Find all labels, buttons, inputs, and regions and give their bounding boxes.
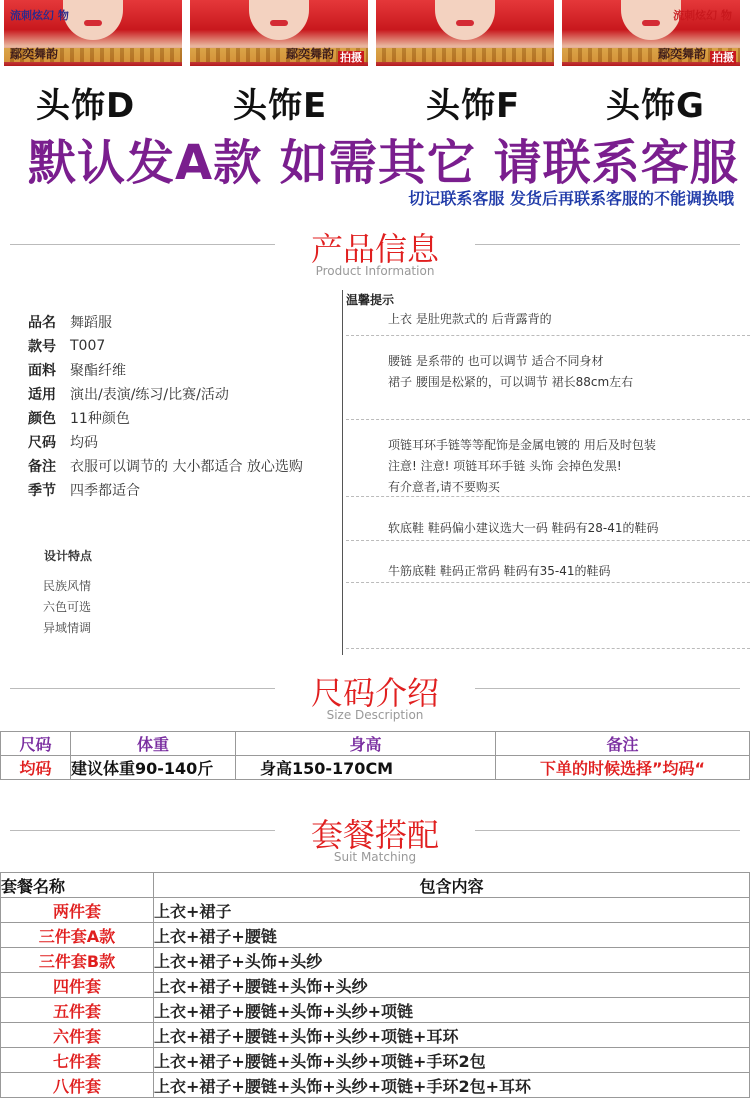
tip-line: 软底鞋 鞋码偏小建议选大一码 鞋码有28-41的鞋码: [388, 521, 659, 535]
tip-line: 腰链 是系带的 也可以调节 适合不同身材: [388, 354, 604, 368]
suit-name: 三件套A款: [1, 923, 154, 948]
info-row-season: [28, 478, 348, 502]
header-cell: 尺码: [1, 732, 71, 756]
design-features-title: 设计特点: [44, 549, 93, 563]
suit-name: 六件套: [1, 1023, 154, 1048]
tip-line: 上衣 是肚兜款式的 后背露背的: [388, 312, 552, 326]
watermark-bottom: 鄢奕舞韵: [10, 47, 59, 61]
product-info-list: [28, 310, 348, 502]
info-key: 备注: [28, 459, 56, 475]
watermark-bottom: 鄢奕舞韵: [657, 47, 706, 61]
info-row-remark: [28, 454, 348, 478]
dashed-divider: [346, 419, 750, 420]
tip-line: 有介意者,请不要购买: [388, 480, 500, 494]
height-cell: 身高150-170CM: [236, 756, 496, 780]
header-cell: 备注: [496, 732, 750, 756]
info-key: 品名: [28, 315, 56, 331]
contact-service-notice: 切记联系客服 发货后再联系客服的不能调换哦: [408, 189, 734, 208]
section-title: 尺码介绍: [310, 674, 439, 712]
tip-line: 牛筋底鞋 鞋码正常码 鞋码有35-41的鞋码: [388, 564, 611, 578]
headwear-label-e: 头饰E: [233, 86, 328, 126]
suit-content: 上衣+裙子: [154, 898, 750, 923]
info-key: 颜色: [28, 411, 56, 427]
section-subtitle: Suit Matching: [333, 850, 417, 864]
product-photo-1: [4, 0, 182, 66]
design-feature: 异域情调: [43, 621, 92, 635]
tip-line: 项链耳环手链等等配饰是金属电镀的 用后及时包装: [388, 438, 656, 452]
info-row-usage: [28, 382, 348, 406]
table-row: [1, 948, 750, 973]
tip-line: 裙子 腰围是松紧的，可以调节 裙长88cm左右: [388, 375, 634, 389]
suit-name: 七件套: [1, 1048, 154, 1073]
default-style-notice: 默认发A款 如需其它 请联系客服: [28, 135, 739, 191]
dashed-divider: [346, 496, 750, 497]
table-row: [1, 756, 750, 780]
suit-section-header: [0, 816, 750, 876]
info-value: 演出/表演/练习/比赛/活动: [70, 387, 229, 403]
table-header-row: [1, 732, 750, 756]
watermark-bottom: 鄢奕舞韵: [285, 47, 334, 61]
section-title: 产品信息: [310, 230, 439, 268]
product-info-header: [0, 230, 750, 290]
size-section-header: [0, 674, 750, 734]
suit-content: 上衣+裙子+腰链+头饰+头纱+项链+耳环: [154, 1023, 750, 1048]
table-row: [1, 898, 750, 923]
header-cell: 包含内容: [154, 873, 750, 898]
suit-name: 五件套: [1, 998, 154, 1023]
headwear-label-d: 头饰D: [36, 86, 136, 126]
section-title: 套餐搭配: [310, 816, 439, 854]
product-photo-4: [562, 0, 740, 66]
info-key: 面料: [28, 363, 56, 379]
dashed-divider: [346, 335, 750, 336]
suit-name: 三件套B款: [1, 948, 154, 973]
info-value: T007: [70, 338, 106, 354]
watermark-top: 流刺炫幻 物: [673, 9, 732, 22]
model-lips: [642, 20, 660, 26]
design-feature: 六色可选: [43, 600, 92, 614]
info-row-fabric: [28, 358, 348, 382]
suit-content: 上衣+裙子+腰链+头饰+头纱: [154, 973, 750, 998]
model-lips: [84, 20, 102, 26]
suit-name: 八件套: [1, 1073, 154, 1098]
info-value: 聚酯纤维: [70, 363, 126, 379]
suit-content: 上衣+裙子+腰链+头饰+头纱+项链+手环2包+耳环: [154, 1073, 750, 1098]
table-row: [1, 998, 750, 1023]
info-value: 舞蹈服: [70, 315, 112, 331]
design-feature: 民族风情: [43, 579, 92, 593]
tips-title: 温馨提示: [346, 293, 395, 307]
info-value: 均码: [70, 435, 98, 451]
info-key: 尺码: [28, 435, 56, 451]
photo-strip: [0, 0, 750, 66]
product-photo-2: [190, 0, 368, 66]
product-photo-3: [376, 0, 554, 66]
watermark-top: 流刺炫幻 物: [10, 9, 69, 22]
table-row: [1, 1048, 750, 1073]
info-row-name: [28, 310, 348, 334]
suit-name: 四件套: [1, 973, 154, 998]
model-lips: [456, 20, 474, 26]
headwear-label-f: 头饰F: [426, 86, 521, 126]
headwear-label-g: 头饰G: [606, 86, 705, 126]
info-row-size: [28, 430, 348, 454]
suit-content: 上衣+裙子+头饰+头纱: [154, 948, 750, 973]
info-value: 衣服可以调节的 大小都适合 放心选购: [70, 459, 303, 475]
table-header-row: [1, 873, 750, 898]
header-cell: 套餐名称: [1, 873, 154, 898]
table-row: [1, 923, 750, 948]
info-value: 11种颜色: [70, 411, 130, 427]
header-cell: 身高: [236, 732, 496, 756]
section-subtitle: Size Description: [326, 708, 424, 722]
model-lips: [270, 20, 288, 26]
suit-table: [0, 872, 750, 1098]
size-cell: 均码: [1, 756, 71, 780]
info-value: 四季都适合: [70, 483, 140, 499]
info-key: 季节: [28, 483, 56, 499]
info-key: 款号: [28, 339, 56, 355]
dashed-divider: [346, 582, 750, 583]
suit-content: 上衣+裙子+腰链: [154, 923, 750, 948]
info-key: 适用: [28, 387, 56, 403]
dashed-divider: [346, 540, 750, 541]
info-row-style: [28, 334, 348, 358]
weight-cell: 建议体重90-140斤: [71, 756, 236, 780]
watermark-badge: 拍摄: [712, 51, 734, 64]
suit-name: 两件套: [1, 898, 154, 923]
suit-content: 上衣+裙子+腰链+头饰+头纱+项链+手环2包: [154, 1048, 750, 1073]
table-row: [1, 1073, 750, 1098]
watermark-badge: 拍摄: [340, 51, 362, 64]
suit-content: 上衣+裙子+腰链+头饰+头纱+项链: [154, 998, 750, 1023]
section-subtitle: Product Information: [315, 264, 435, 278]
tip-line: 注意! 注意! 项链耳环手链 头饰 会掉色发黑!: [388, 459, 622, 473]
dashed-divider: [346, 648, 750, 649]
table-row: [1, 973, 750, 998]
info-row-color: [28, 406, 348, 430]
table-row: [1, 1023, 750, 1048]
size-table: [0, 731, 750, 780]
vertical-divider: [342, 290, 343, 655]
jewelry: [376, 48, 554, 62]
note-cell: 下单的时候选择”均码“: [496, 756, 750, 780]
header-cell: 体重: [71, 732, 236, 756]
